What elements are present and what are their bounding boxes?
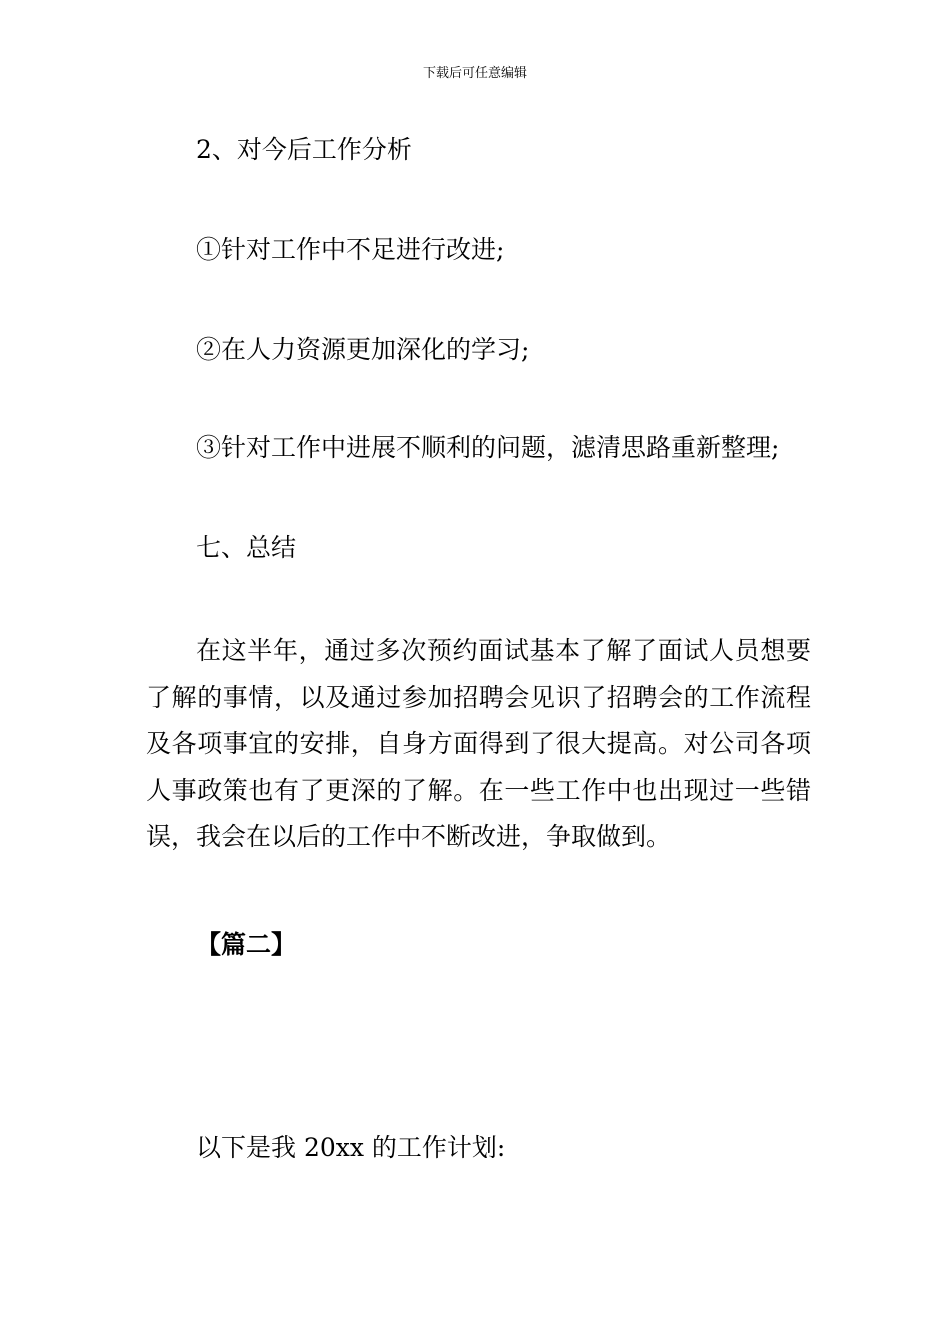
plan-intro-text: 以下是我 20xx 的工作计划: [196,1133,506,1162]
page-header-note: 下载后可任意编辑 [422,66,527,81]
list-item-hr-learning: ②在人力资源更加深化的学习; [196,335,530,364]
summary-paragraph: 在这半年，通过多次预约面试基本了解了面试人员想要了解的事情，以及通过参加招聘会见识了招聘会的工作流程及各项事宜的安排，自身方面得到了很大提高。对公司各项人事政策也有了更深的了解。在一些工作中也出现过一些错误，我会在以后的工作中不断改进，争取做到。 [146,636,811,851]
part-two-heading: 【篇二】 [196,930,297,959]
analysis-heading: 2、对今后工作分析 [196,135,412,164]
section-heading-summary: 七、总结 [196,533,297,562]
list-item-improve: ①针对工作中不足进行改进; [196,235,505,264]
list-item-reorganize: ③针对工作中进展不顺利的问题，滤清思路重新整理; [196,433,780,462]
